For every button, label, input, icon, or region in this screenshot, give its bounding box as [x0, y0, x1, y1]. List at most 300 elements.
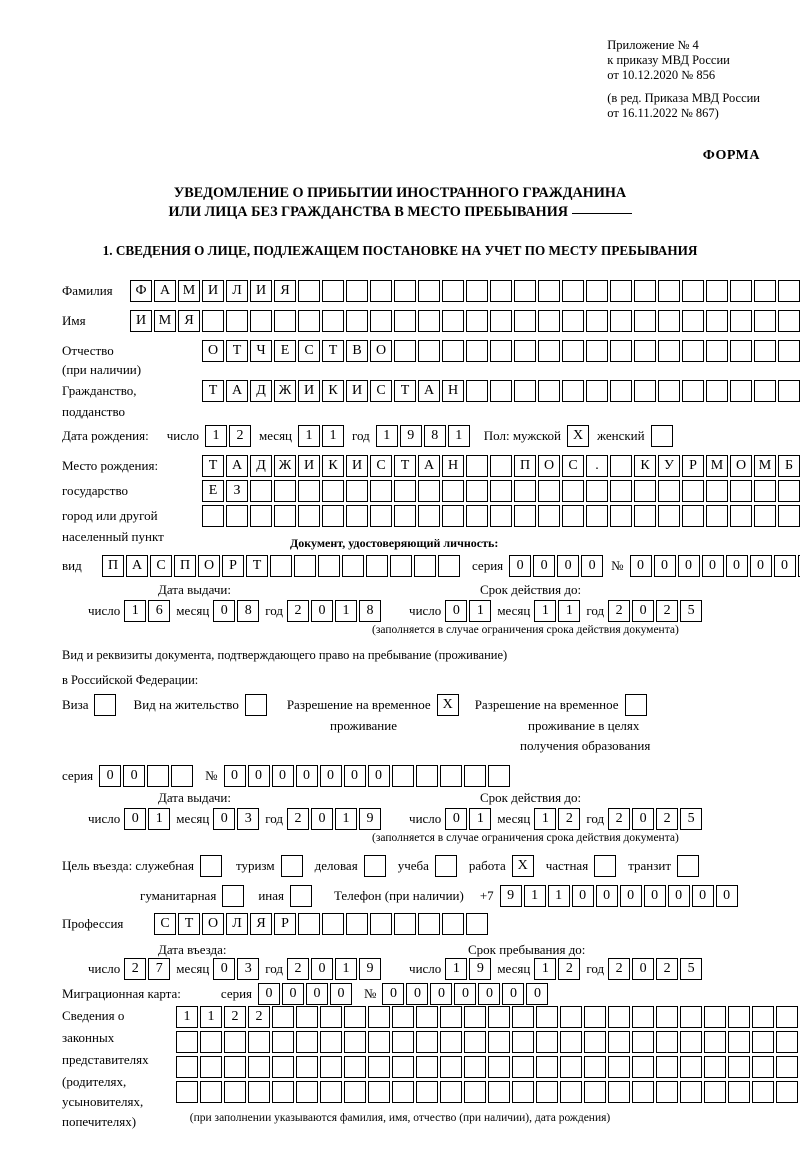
cell[interactable]	[442, 340, 464, 362]
cell[interactable]: 9	[359, 808, 381, 830]
cell[interactable]	[176, 1031, 198, 1053]
cell[interactable]: 1	[335, 600, 357, 622]
cell[interactable]	[730, 280, 752, 302]
cell[interactable]: 2	[229, 425, 251, 447]
cell[interactable]: И	[202, 280, 224, 302]
cell[interactable]: 1	[534, 958, 556, 980]
cell[interactable]	[610, 380, 632, 402]
cell[interactable]: 0	[406, 983, 428, 1005]
cell[interactable]	[656, 1031, 678, 1053]
cell[interactable]	[538, 380, 560, 402]
cell[interactable]: 0	[478, 983, 500, 1005]
cell[interactable]	[435, 855, 457, 877]
cell[interactable]	[632, 1031, 654, 1053]
cell[interactable]: 1	[469, 808, 491, 830]
cell[interactable]: К	[322, 455, 344, 477]
cell[interactable]	[490, 455, 512, 477]
cell[interactable]: 0	[282, 983, 304, 1005]
cell[interactable]: Е	[274, 340, 296, 362]
cell[interactable]: 0	[632, 600, 654, 622]
cell[interactable]	[560, 1081, 582, 1103]
cell[interactable]	[464, 1006, 486, 1028]
cell[interactable]	[344, 1081, 366, 1103]
cell[interactable]: С	[150, 555, 172, 577]
cell[interactable]: С	[370, 380, 392, 402]
cell[interactable]: Д	[250, 455, 272, 477]
cell[interactable]: 0	[213, 958, 235, 980]
cell[interactable]: 1	[376, 425, 398, 447]
cell[interactable]	[322, 505, 344, 527]
cell[interactable]	[584, 1006, 606, 1028]
cell[interactable]	[706, 505, 728, 527]
cell[interactable]: Е	[202, 480, 224, 502]
cell[interactable]: 1	[200, 1006, 222, 1028]
cell[interactable]	[658, 280, 680, 302]
cell[interactable]	[634, 340, 656, 362]
cell[interactable]	[226, 310, 248, 332]
cell[interactable]: Я	[250, 913, 272, 935]
cell[interactable]	[634, 310, 656, 332]
phone-input[interactable]	[500, 885, 740, 907]
cell[interactable]	[776, 1056, 798, 1078]
cell[interactable]: Л	[226, 913, 248, 935]
cell[interactable]: 8	[424, 425, 446, 447]
cell[interactable]: Я	[178, 310, 200, 332]
cell[interactable]	[366, 555, 388, 577]
cell[interactable]: И	[346, 455, 368, 477]
cell[interactable]	[147, 765, 169, 787]
cell[interactable]	[250, 480, 272, 502]
cell[interactable]: 0	[572, 885, 594, 907]
cell[interactable]: О	[370, 340, 392, 362]
cell[interactable]: 0	[692, 885, 714, 907]
cell[interactable]: И	[250, 280, 272, 302]
cell[interactable]	[658, 505, 680, 527]
cell[interactable]: 1	[448, 425, 470, 447]
cell[interactable]: 0	[596, 885, 618, 907]
cell[interactable]: 0	[632, 958, 654, 980]
cell[interactable]	[250, 505, 272, 527]
cell[interactable]: 2	[608, 808, 630, 830]
cell[interactable]: 2	[558, 808, 580, 830]
cell[interactable]	[776, 1006, 798, 1028]
cell[interactable]: 1	[176, 1006, 198, 1028]
doc-valid-day-input[interactable]	[445, 600, 493, 622]
cell[interactable]: 3	[237, 958, 259, 980]
cell[interactable]	[466, 455, 488, 477]
cell[interactable]	[320, 1006, 342, 1028]
cell[interactable]	[584, 1081, 606, 1103]
cell[interactable]	[392, 1056, 414, 1078]
cell[interactable]	[392, 765, 414, 787]
cell[interactable]	[754, 340, 776, 362]
birth-month-input[interactable]	[298, 425, 346, 447]
cell[interactable]: 0	[557, 555, 579, 577]
cell[interactable]	[538, 310, 560, 332]
cell[interactable]: Н	[442, 380, 464, 402]
doc-number-input[interactable]	[630, 555, 800, 577]
cell[interactable]: И	[298, 455, 320, 477]
cell[interactable]: 2	[656, 600, 678, 622]
cell[interactable]	[634, 280, 656, 302]
cell[interactable]	[298, 913, 320, 935]
cell[interactable]: 0	[430, 983, 452, 1005]
cell[interactable]: 1	[524, 885, 546, 907]
cell[interactable]	[488, 1006, 510, 1028]
cell[interactable]	[682, 310, 704, 332]
cell[interactable]	[418, 340, 440, 362]
visa-checkbox[interactable]	[94, 694, 118, 716]
cell[interactable]: З	[226, 480, 248, 502]
cell[interactable]: 0	[445, 808, 467, 830]
cell[interactable]	[538, 340, 560, 362]
cell[interactable]: Р	[222, 555, 244, 577]
cell[interactable]: И	[346, 380, 368, 402]
cell[interactable]	[586, 480, 608, 502]
cell[interactable]	[200, 855, 222, 877]
cell[interactable]: 1	[335, 958, 357, 980]
cell[interactable]	[610, 340, 632, 362]
cell[interactable]	[394, 505, 416, 527]
cell[interactable]: 5	[680, 808, 702, 830]
cell[interactable]: 0	[750, 555, 772, 577]
cell[interactable]	[394, 913, 416, 935]
purpose-study-checkbox[interactable]	[435, 855, 459, 877]
cell[interactable]	[704, 1031, 726, 1053]
cell[interactable]	[680, 1006, 702, 1028]
cell[interactable]	[320, 1056, 342, 1078]
cell[interactable]	[416, 1081, 438, 1103]
cell[interactable]	[562, 310, 584, 332]
doc-issue-month-input[interactable]	[213, 600, 261, 622]
stay-until-day-input[interactable]	[445, 958, 493, 980]
cell[interactable]	[370, 310, 392, 332]
cell[interactable]	[466, 505, 488, 527]
cell[interactable]: 7	[148, 958, 170, 980]
stay-until-year-input[interactable]	[608, 958, 704, 980]
cell[interactable]	[608, 1081, 630, 1103]
cell[interactable]	[346, 480, 368, 502]
stay-issue-day-input[interactable]	[124, 808, 172, 830]
legal-rep-row-1[interactable]	[176, 1006, 800, 1028]
legal-rep-row-4[interactable]	[176, 1081, 800, 1103]
cell[interactable]: П	[102, 555, 124, 577]
cell[interactable]	[466, 310, 488, 332]
cell[interactable]: X	[437, 694, 459, 716]
cell[interactable]	[658, 340, 680, 362]
cell[interactable]	[562, 280, 584, 302]
cell[interactable]	[512, 1031, 534, 1053]
cell[interactable]	[586, 280, 608, 302]
cell[interactable]: 0	[445, 600, 467, 622]
cell[interactable]	[392, 1031, 414, 1053]
cell[interactable]	[466, 480, 488, 502]
cell[interactable]: Т	[226, 340, 248, 362]
cell[interactable]	[344, 1006, 366, 1028]
cell[interactable]	[322, 280, 344, 302]
cell[interactable]	[512, 1006, 534, 1028]
cell[interactable]: И	[298, 380, 320, 402]
cell[interactable]	[490, 480, 512, 502]
cell[interactable]	[514, 380, 536, 402]
cell[interactable]: Р	[274, 913, 296, 935]
cell[interactable]	[250, 310, 272, 332]
cell[interactable]	[608, 1031, 630, 1053]
cell[interactable]: А	[126, 555, 148, 577]
cell[interactable]	[562, 480, 584, 502]
cell[interactable]	[368, 1006, 390, 1028]
cell[interactable]: 0	[344, 765, 366, 787]
cell[interactable]	[344, 1031, 366, 1053]
cell[interactable]	[586, 505, 608, 527]
cell[interactable]	[610, 310, 632, 332]
cell[interactable]	[442, 913, 464, 935]
purpose-tourism-checkbox[interactable]	[281, 855, 305, 877]
cell[interactable]: 2	[608, 600, 630, 622]
cell[interactable]: Н	[442, 455, 464, 477]
birth-place-line-1-input[interactable]	[202, 455, 800, 477]
cell[interactable]	[466, 340, 488, 362]
cell[interactable]	[488, 1056, 510, 1078]
cell[interactable]	[390, 555, 412, 577]
cell[interactable]	[560, 1056, 582, 1078]
cell[interactable]	[274, 310, 296, 332]
cell[interactable]: О	[198, 555, 220, 577]
cell[interactable]	[394, 310, 416, 332]
cell[interactable]	[538, 480, 560, 502]
cell[interactable]	[418, 280, 440, 302]
cell[interactable]: А	[154, 280, 176, 302]
cell[interactable]	[226, 505, 248, 527]
stay-valid-month-input[interactable]	[534, 808, 582, 830]
cell[interactable]	[394, 280, 416, 302]
cell[interactable]	[514, 505, 536, 527]
cell[interactable]	[418, 505, 440, 527]
cell[interactable]: Т	[246, 555, 268, 577]
cell[interactable]	[488, 765, 510, 787]
cell[interactable]	[296, 1031, 318, 1053]
doc-valid-month-input[interactable]	[534, 600, 582, 622]
cell[interactable]: 2	[608, 958, 630, 980]
cell[interactable]	[298, 480, 320, 502]
cell[interactable]	[490, 310, 512, 332]
cell[interactable]	[536, 1006, 558, 1028]
cell[interactable]: Т	[322, 340, 344, 362]
cell[interactable]	[224, 1056, 246, 1078]
cell[interactable]	[318, 555, 340, 577]
sex-male-checkbox[interactable]	[567, 425, 591, 447]
cell[interactable]	[370, 280, 392, 302]
cell[interactable]	[296, 1006, 318, 1028]
cell[interactable]	[442, 505, 464, 527]
cell[interactable]	[274, 505, 296, 527]
cell[interactable]	[610, 505, 632, 527]
cell[interactable]	[248, 1031, 270, 1053]
cell[interactable]: 0	[213, 808, 235, 830]
cell[interactable]	[752, 1031, 774, 1053]
cell[interactable]: 1	[148, 808, 170, 830]
cell[interactable]	[608, 1006, 630, 1028]
purpose-transit-checkbox[interactable]	[677, 855, 701, 877]
cell[interactable]	[754, 280, 776, 302]
cell[interactable]	[272, 1056, 294, 1078]
cell[interactable]	[281, 855, 303, 877]
cell[interactable]: А	[418, 455, 440, 477]
cell[interactable]	[392, 1081, 414, 1103]
cell[interactable]	[224, 1081, 246, 1103]
cell[interactable]	[704, 1081, 726, 1103]
patronymic-input[interactable]	[202, 340, 800, 362]
cell[interactable]	[634, 380, 656, 402]
cell[interactable]: А	[226, 380, 248, 402]
cell[interactable]	[776, 1031, 798, 1053]
cell[interactable]	[512, 1056, 534, 1078]
cell[interactable]	[296, 1081, 318, 1103]
doc-series-input[interactable]	[509, 555, 605, 577]
cell[interactable]	[752, 1006, 774, 1028]
cell[interactable]	[778, 340, 800, 362]
cell[interactable]	[440, 1056, 462, 1078]
cell[interactable]: О	[202, 340, 224, 362]
stay-valid-day-input[interactable]	[445, 808, 493, 830]
cell[interactable]	[274, 480, 296, 502]
cell[interactable]	[706, 280, 728, 302]
legal-rep-row-2[interactable]	[176, 1031, 800, 1053]
cell[interactable]: К	[322, 380, 344, 402]
cell[interactable]	[368, 1056, 390, 1078]
cell[interactable]	[586, 380, 608, 402]
cell[interactable]	[682, 380, 704, 402]
sex-female-checkbox[interactable]	[651, 425, 675, 447]
cell[interactable]: 0	[123, 765, 145, 787]
cell[interactable]: Т	[394, 380, 416, 402]
cell[interactable]	[610, 280, 632, 302]
cell[interactable]: 0	[320, 765, 342, 787]
purpose-business-checkbox[interactable]	[364, 855, 388, 877]
cell[interactable]: 2	[224, 1006, 246, 1028]
doc-issue-year-input[interactable]	[287, 600, 383, 622]
cell[interactable]	[346, 310, 368, 332]
surname-input[interactable]	[130, 280, 800, 302]
cell[interactable]: 2	[656, 808, 678, 830]
cell[interactable]: У	[658, 455, 680, 477]
cell[interactable]	[584, 1031, 606, 1053]
cell[interactable]	[294, 555, 316, 577]
cell[interactable]: Р	[682, 455, 704, 477]
stay-series-input[interactable]	[99, 765, 195, 787]
purpose-other-checkbox[interactable]	[290, 885, 314, 907]
cell[interactable]	[776, 1081, 798, 1103]
cell[interactable]	[651, 425, 673, 447]
cell[interactable]: 0	[296, 765, 318, 787]
cell[interactable]	[706, 310, 728, 332]
cell[interactable]: 0	[306, 983, 328, 1005]
cell[interactable]	[658, 480, 680, 502]
edu-residence-checkbox[interactable]	[625, 694, 649, 716]
cell[interactable]: 0	[224, 765, 246, 787]
cell[interactable]	[656, 1006, 678, 1028]
cell[interactable]: А	[418, 380, 440, 402]
cell[interactable]: 2	[248, 1006, 270, 1028]
cell[interactable]	[682, 505, 704, 527]
cell[interactable]: 0	[632, 808, 654, 830]
cell[interactable]	[416, 1031, 438, 1053]
cell[interactable]	[680, 1031, 702, 1053]
cell[interactable]	[394, 340, 416, 362]
cell[interactable]: X	[567, 425, 589, 447]
cell[interactable]	[536, 1081, 558, 1103]
cell[interactable]	[416, 1006, 438, 1028]
cell[interactable]	[514, 480, 536, 502]
migration-card-series-input[interactable]	[258, 983, 354, 1005]
cell[interactable]: 2	[287, 808, 309, 830]
cell[interactable]	[464, 1031, 486, 1053]
stay-issue-year-input[interactable]	[287, 808, 383, 830]
cell[interactable]	[94, 694, 116, 716]
cell[interactable]	[364, 855, 386, 877]
cell[interactable]	[272, 1081, 294, 1103]
cell[interactable]: 0	[213, 600, 235, 622]
cell[interactable]	[248, 1081, 270, 1103]
doc-issue-day-input[interactable]	[124, 600, 172, 622]
cell[interactable]: 1	[205, 425, 227, 447]
cell[interactable]	[562, 380, 584, 402]
cell[interactable]	[778, 280, 800, 302]
cell[interactable]	[488, 1081, 510, 1103]
cell[interactable]	[514, 280, 536, 302]
cell[interactable]	[778, 505, 800, 527]
cell[interactable]: Т	[202, 455, 224, 477]
cell[interactable]	[730, 380, 752, 402]
cell[interactable]: Ж	[274, 455, 296, 477]
cell[interactable]: 2	[558, 958, 580, 980]
cell[interactable]: 8	[237, 600, 259, 622]
cell[interactable]: М	[178, 280, 200, 302]
cell[interactable]	[440, 1031, 462, 1053]
cell[interactable]	[562, 505, 584, 527]
cell[interactable]: 0	[702, 555, 724, 577]
cell[interactable]	[298, 310, 320, 332]
cell[interactable]: X	[512, 855, 534, 877]
doc-kind-input[interactable]	[102, 555, 462, 577]
cell[interactable]	[224, 1031, 246, 1053]
cell[interactable]	[656, 1081, 678, 1103]
cell[interactable]	[418, 310, 440, 332]
cell[interactable]	[248, 1056, 270, 1078]
cell[interactable]	[270, 555, 292, 577]
cell[interactable]: Д	[250, 380, 272, 402]
cell[interactable]: .	[586, 455, 608, 477]
cell[interactable]	[200, 1056, 222, 1078]
cell[interactable]	[610, 480, 632, 502]
cell[interactable]: Т	[394, 455, 416, 477]
cell[interactable]	[200, 1031, 222, 1053]
cell[interactable]	[632, 1081, 654, 1103]
cell[interactable]: 1	[335, 808, 357, 830]
cell[interactable]	[608, 1056, 630, 1078]
cell[interactable]	[536, 1056, 558, 1078]
cell[interactable]	[245, 694, 267, 716]
cell[interactable]	[536, 1031, 558, 1053]
cell[interactable]: П	[514, 455, 536, 477]
cell[interactable]	[514, 340, 536, 362]
cell[interactable]: 0	[311, 958, 333, 980]
cell[interactable]: 0	[716, 885, 738, 907]
cell[interactable]: К	[634, 455, 656, 477]
cell[interactable]: 0	[272, 765, 294, 787]
cell[interactable]	[706, 340, 728, 362]
cell[interactable]	[490, 505, 512, 527]
